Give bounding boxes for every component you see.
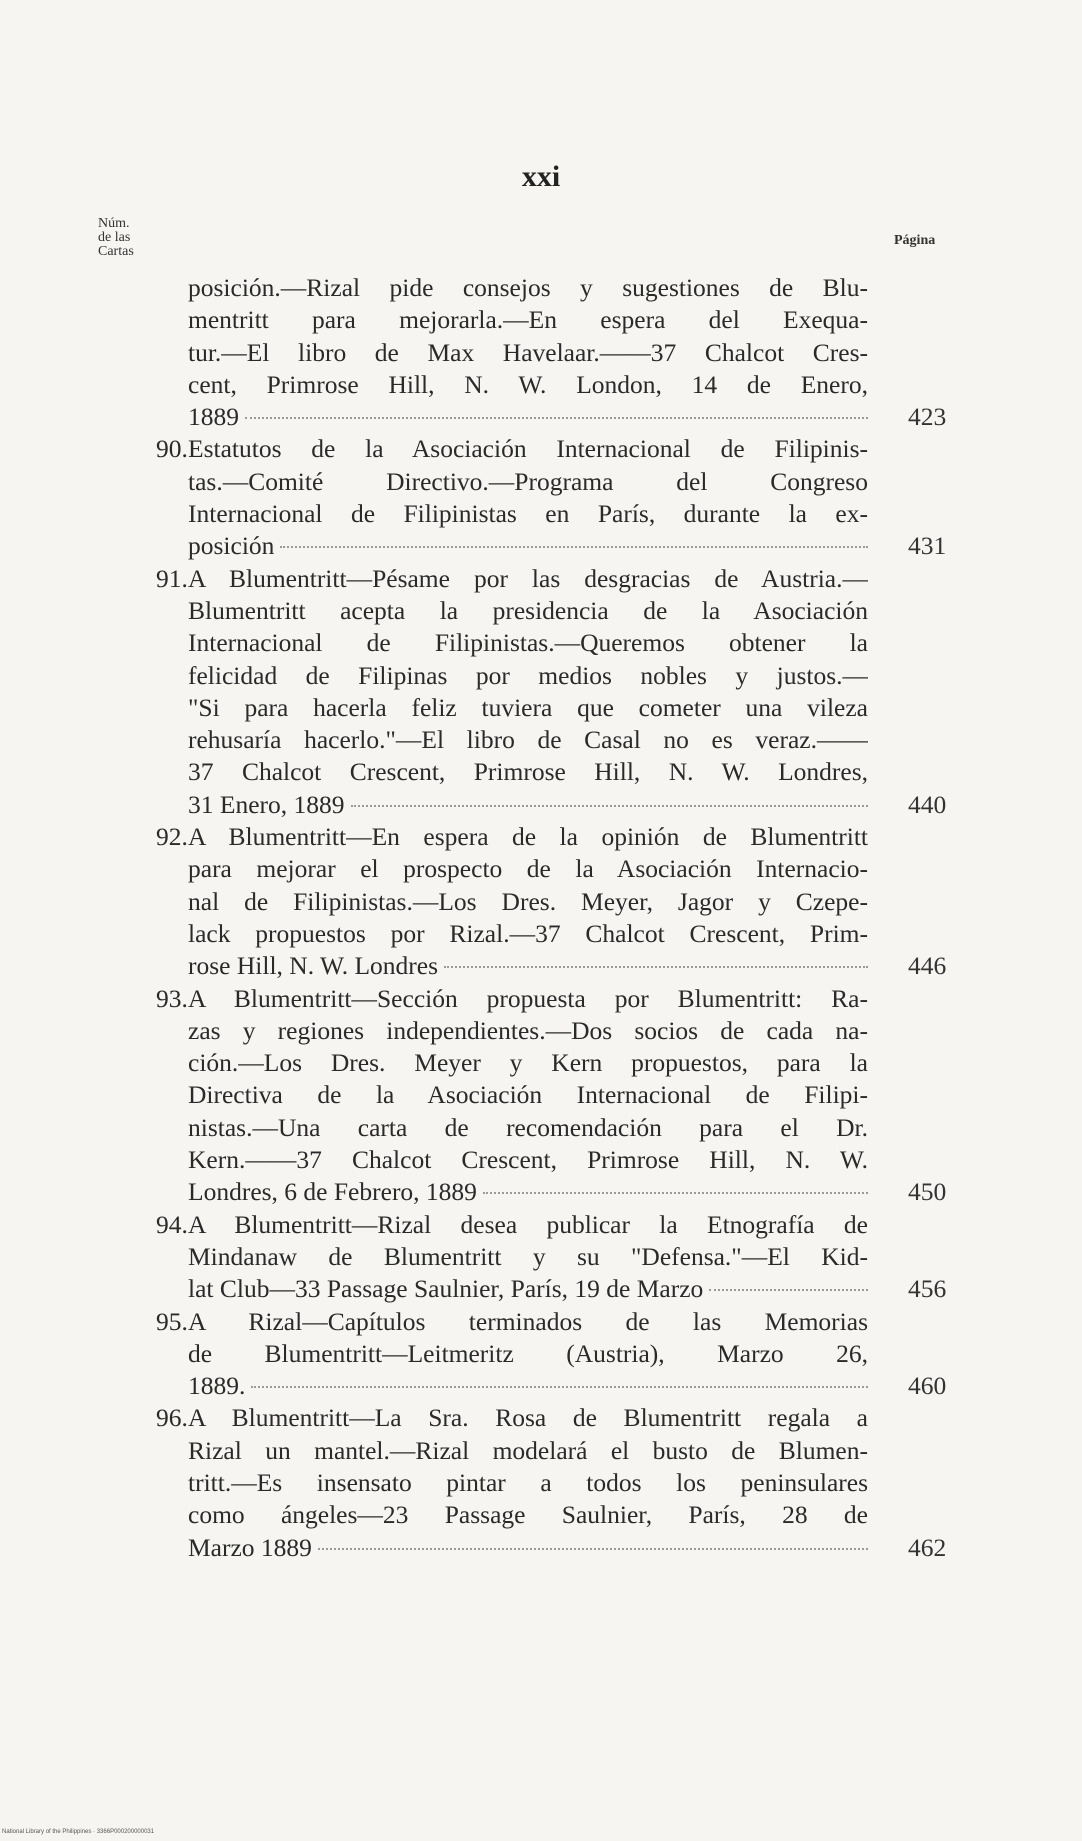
column-header-page: Página bbox=[894, 233, 936, 248]
dot-leader bbox=[245, 416, 868, 419]
entry-page-number: 456 bbox=[908, 1274, 947, 1304]
page-number: xxi bbox=[521, 160, 561, 193]
entry-line: para mejorar el prospecto de la Asociación Internacio- bbox=[188, 854, 868, 884]
entry-line-text: lat Club—33 Passage Saulnier, París, 19 de Marzo bbox=[188, 1274, 704, 1304]
dot-leader bbox=[709, 1288, 868, 1291]
dot-leader bbox=[444, 965, 868, 968]
dot-leader bbox=[280, 545, 868, 548]
entry-line bbox=[188, 789, 868, 821]
entry-page-number: 431 bbox=[908, 531, 947, 561]
entry-line-text: rose Hill, N. W. Londres bbox=[188, 951, 439, 981]
entry-line: tur.—El libro de Max Havelaar.——37 Chalcot Cres- bbox=[188, 337, 868, 367]
column-header-line: Cartas bbox=[98, 244, 134, 259]
entry-line: de Blumentritt—Leitmeritz (Austria), Marzo 26, bbox=[188, 1338, 868, 1368]
dot-leader bbox=[483, 1191, 868, 1194]
toc-entry bbox=[156, 272, 946, 433]
entry-line: A Blumentritt—Rizal desea publicar la Etnografía de bbox=[188, 1209, 868, 1239]
column-header-letter-number bbox=[98, 217, 134, 259]
entry-line: A Rizal—Capítulos terminados de las Memorias bbox=[188, 1306, 868, 1336]
entry-line bbox=[188, 1176, 868, 1208]
entry-page-number: 460 bbox=[908, 1371, 947, 1401]
entry-page-number: 423 bbox=[908, 402, 947, 432]
entry-number: 91. bbox=[156, 563, 188, 593]
entry-number: 96. bbox=[156, 1403, 188, 1433]
entry-line: como ángeles—23 Passage Saulnier, París, 28 de bbox=[188, 1500, 868, 1530]
entry-line: lack propuestos por Rizal.—37 Chalcot Crescent, Prim- bbox=[188, 918, 868, 948]
entry-line: rehusaría hacerlo."—El libro de Casal no es veraz.—— bbox=[188, 725, 868, 755]
entry-line-text: 31 Enero, 1889 bbox=[188, 789, 345, 819]
entry-line: A Blumentritt—En espera de la opinión de Blumentritt bbox=[188, 822, 868, 852]
entry-line: Kern.——37 Chalcot Crescent, Primrose Hill, N. W. bbox=[188, 1145, 868, 1175]
dot-leader bbox=[251, 1385, 868, 1388]
entry-line: Internacional de Filipinistas en París, durante la ex- bbox=[188, 499, 868, 529]
entry-line: 37 Chalcot Crescent, Primrose Hill, N. W. Londres, bbox=[188, 757, 868, 787]
entry-line-text: 1889. bbox=[188, 1371, 246, 1401]
entry-line bbox=[188, 530, 868, 562]
entry-line: A Blumentritt—La Sra. Rosa de Blumentritt regala a bbox=[188, 1403, 868, 1433]
toc-entry bbox=[156, 1209, 946, 1306]
entry-line: Blumentritt acepta la presidencia de la Asociación bbox=[188, 595, 868, 625]
toc-entry bbox=[156, 983, 946, 1209]
entry-line bbox=[188, 950, 868, 982]
footer-credit: National Library of the Philippines · 3366P000200000031 bbox=[2, 1829, 155, 1835]
entry-number: 92. bbox=[156, 822, 188, 852]
table-of-contents bbox=[156, 272, 946, 1564]
entry-line: cent, Primrose Hill, N. W. London, 14 de Enero, bbox=[188, 369, 868, 399]
entry-line: tritt.—Es insensato pintar a todos los peninsulares bbox=[188, 1467, 868, 1497]
entry-page-number: 462 bbox=[908, 1532, 947, 1562]
entry-line: Directiva de la Asociación Internacional de Filipi- bbox=[188, 1080, 868, 1110]
entry-number: 90. bbox=[156, 434, 188, 464]
toc-entry bbox=[156, 1306, 946, 1403]
entry-line: nal de Filipinistas.—Los Dres. Meyer, Jagor y Czepe- bbox=[188, 886, 868, 916]
entry-line: Rizal un mantel.—Rizal modelará el busto de Blumen- bbox=[188, 1435, 868, 1465]
entry-line-text: 1889 bbox=[188, 402, 239, 432]
entry-line-text: Marzo 1889 bbox=[188, 1532, 312, 1562]
entry-line bbox=[188, 1273, 868, 1305]
entry-page-number: 440 bbox=[908, 789, 947, 819]
column-header-line: de las bbox=[98, 230, 131, 245]
entry-line: mentritt para mejorarla.—En espera del Exequa- bbox=[188, 305, 868, 335]
entry-line: "Si para hacerla feliz tuviera que cometer una vileza bbox=[188, 692, 868, 722]
dot-leader bbox=[318, 1547, 868, 1550]
entry-line: Internacional de Filipinistas.—Queremos obtener la bbox=[188, 628, 868, 658]
toc-entry bbox=[156, 1402, 946, 1563]
entry-line bbox=[188, 1370, 868, 1402]
entry-line: A Blumentritt—Pésame por las desgracias de Austria.— bbox=[188, 563, 868, 593]
entry-line bbox=[188, 1532, 868, 1564]
entry-line: Estatutos de la Asociación Internacional de Filipinis- bbox=[188, 434, 868, 464]
toc-entry bbox=[156, 433, 946, 562]
entry-line: nistas.—Una carta de recomendación para el Dr. bbox=[188, 1112, 868, 1142]
entry-page-number: 450 bbox=[908, 1177, 947, 1207]
entry-number: 95. bbox=[156, 1306, 188, 1336]
entry-line: tas.—Comité Directivo.—Programa del Congreso bbox=[188, 466, 868, 496]
toc-entry bbox=[156, 563, 946, 821]
entry-line bbox=[188, 401, 868, 433]
entry-line: Mindanaw de Blumentritt y su "Defensa."—El Kid- bbox=[188, 1241, 868, 1271]
column-header-line: Núm. bbox=[98, 216, 130, 231]
entry-line-text: Londres, 6 de Febrero, 1889 bbox=[188, 1177, 477, 1207]
entry-number: 93. bbox=[156, 983, 188, 1013]
entry-page-number: 446 bbox=[908, 951, 947, 981]
entry-line-text: posición bbox=[188, 531, 275, 561]
entry-number: 94. bbox=[156, 1209, 188, 1239]
entry-line: felicidad de Filipinas por medios nobles y justos.— bbox=[188, 660, 868, 690]
toc-entry bbox=[156, 821, 946, 982]
entry-line: ción.—Los Dres. Meyer y Kern propuestos, para la bbox=[188, 1048, 868, 1078]
dot-leader bbox=[351, 804, 868, 807]
entry-line: A Blumentritt—Sección propuesta por Blumentritt: Ra- bbox=[188, 983, 868, 1013]
entry-line: posición.—Rizal pide consejos y sugestiones de Blu- bbox=[188, 273, 868, 302]
entry-line: zas y regiones independientes.—Dos socios de cada na- bbox=[188, 1015, 868, 1045]
